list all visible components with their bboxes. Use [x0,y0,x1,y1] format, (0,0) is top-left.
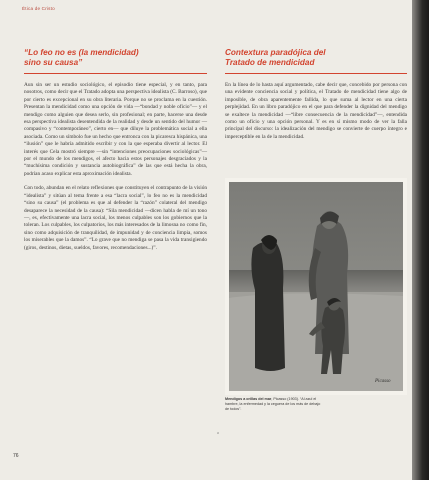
painting-figure [225,178,407,395]
left-paragraph-1: Aun sin ser un estudio sociológico, el episodio tiene especial, y en tanto, para nosotros, como decir que el Tratado adopta una perspectiva idealista (C. Barroso), que por cierto es excepcional en su obra literaria. Porque no se proclama en la cuestión. Presentan la mendicidad como una opción de vida —“bondad y noble oficio”— y el mendigo como alguien que desea serlo, sin profesional; en parte, hacerse una desde esa perspectiva idealista desentendida de la realidad y desde un sentido del humor —compasivo y “contemporáneo”, cierto en— que diluye la problemática social a ella asociada. Como un símbolo fue un hecho que entronca con la picaresca hispánica, una “ilusión” que le habría admitido escribir y con la que esperaba divertir al lector. El interés que Cela mostró siempre —sin “intenciones preocupaciones sociológicas”— por el mundo de los mendigos, el afecto hacia estos personajes desgraciados y la “muchísima condición y sustancia autobiográfica” de las que está hecha la obra, podrían acaso explicar esta aproximación idealista. [24,82,207,177]
right-paragraph-1: En la línea de lo hasta aquí argumentado, cabe decir que, concebido por persona con una evidente conciencia social y política, el Tratado de mendicidad tiene algo de imposible, de obra aparentemente fallida, lo que suma al lector en una cierta perplejidad. En un libro paradójico en el que para defender la dignidad del mendigo se exaltece la mendicidad —“libre consecuencia de la mendicidad”—, entendida como un oficio y una opción personal. Y es en sí mismo modo de ver la falla principal del discurso: la idealización del mendigo se convierte de cuerpo íntegro e imperceptible en la de la mendicidad. [225,82,407,140]
left-column [24,48,207,259]
right-section-heading [225,48,407,67]
left-heading-rule [24,73,207,74]
painting-signature: Picasso [375,379,391,384]
figure-caption [225,397,321,412]
left-paragraph-2: Con todo, abundan en el relato reflexiones que constituyen el contrapunto de la visión “idealista” y sitúan al tema frente a esa “lacra social”, lo feo no es la mendicidad “sino su causa” (el problema es que al defender la “razón” colateral del mendigo desaparece la necesidad de la causa): “Sila mendicidad —dicen habla de mí un tono—, es, efectivamente una lacra social, los menos culpables son los gobiernos que la toleran. Los culpables, los culpatorios, los más interesados de la limosna no como fin, sino como adquisición de tranquilidad, de impunidad y de conciencia limpia, somos los miserables que la damos”. “Lo grave que no mendiga se pasa la vida transigiendo (giros, destinos, dietas, sueldos, favores, recomendaciones...)”. [24,185,207,251]
caption-title: Mendigos a orillas del mar [225,397,272,401]
right-heading-rule [225,73,407,74]
caption-text: , Picasso (1903). “Al azul el hambre, la enfermedad y la ceguera de los más de debajo de todos”. [225,397,321,411]
beggars-painting-image [225,178,407,395]
page-number: 76 [13,453,19,459]
book-gutter-shadow [412,0,429,480]
right-column [225,48,407,148]
running-head: Ética de Cristo [22,6,55,11]
right-heading-line-2: Tratado de mendicidad [225,57,315,67]
left-heading-line-1: “Lo feo no es (la mendicidad) [24,48,139,57]
left-heading-line-2: sino su causa” [24,57,83,67]
left-section-heading [24,48,207,67]
center-mark: a [217,430,219,435]
right-heading-line-1: Contextura paradójica del [225,48,326,57]
